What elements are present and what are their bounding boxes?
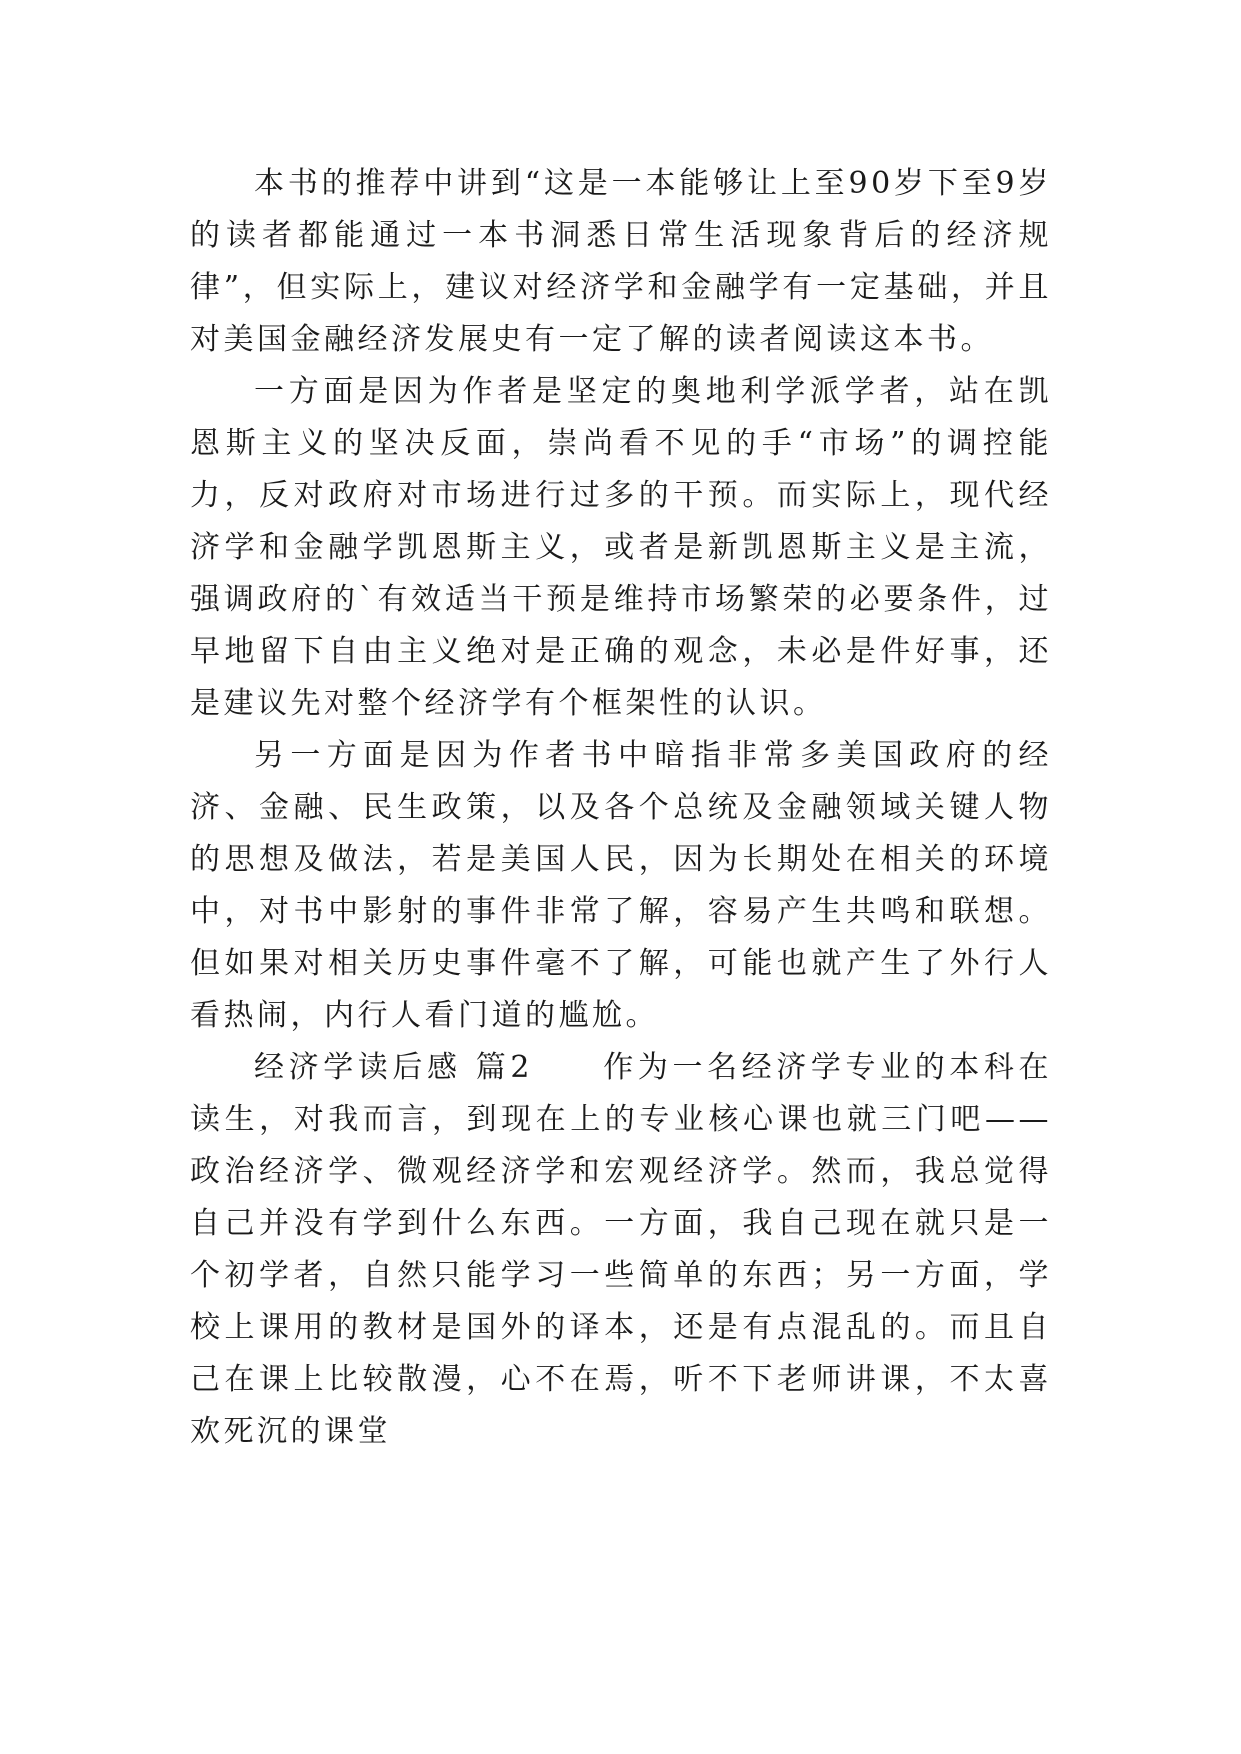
paragraph-1: 本书的推荐中讲到“这是一本能够让上至90岁下至9岁的读者都能通过一本书洞悉日常生活现象背后的经济规律”，但实际上，建议对经济学和金融学有一定基础，并且对美国金融经济发展史有一定了解的读者阅读这本书。 xyxy=(190,166,1052,357)
document-page xyxy=(190,158,1052,1458)
paragraph-4: 经济学读后感 篇2 作为一名经济学专业的本科在读生，对我而言，到现在上的专业核心课也就三门吧——政治经济学、微观经济学和宏观经济学。然而，我总觉得自己并没有学到什么东西。一方面，我自己现在就只是一个初学者，自然只能学习一些简单的东西；另一方面，学校上课用的教材是国外的译本，还是有点混乱的。而且自己在课上比较散漫，心不在焉，听不下老师讲课，不太喜欢死沉的课堂 xyxy=(190,1050,1052,1449)
paragraph-2: 一方面是因为作者是坚定的奥地利学派学者，站在凯恩斯主义的坚决反面，崇尚看不见的手“市场”的调控能力，反对政府对市场进行过多的干预。而实际上，现代经济学和金融学凯恩斯主义，或者是新凯恩斯主义是主流，强调政府的`有效适当干预是维持市场繁荣的必要条件，过早地留下自由主义绝对是正确的观念，未必是件好事，还是建议先对整个经济学有个框架性的认识。 xyxy=(190,374,1052,721)
paragraph-3: 另一方面是因为作者书中暗指非常多美国政府的经济、金融、民生政策，以及各个总统及金融领域关键人物的思想及做法，若是美国人民，因为长期处在相关的环境中，对书中影射的事件非常了解，容易产生共鸣和联想。但如果对相关历史事件毫不了解，可能也就产生了外行人看热闹，内行人看门道的尴尬。 xyxy=(190,738,1052,1033)
